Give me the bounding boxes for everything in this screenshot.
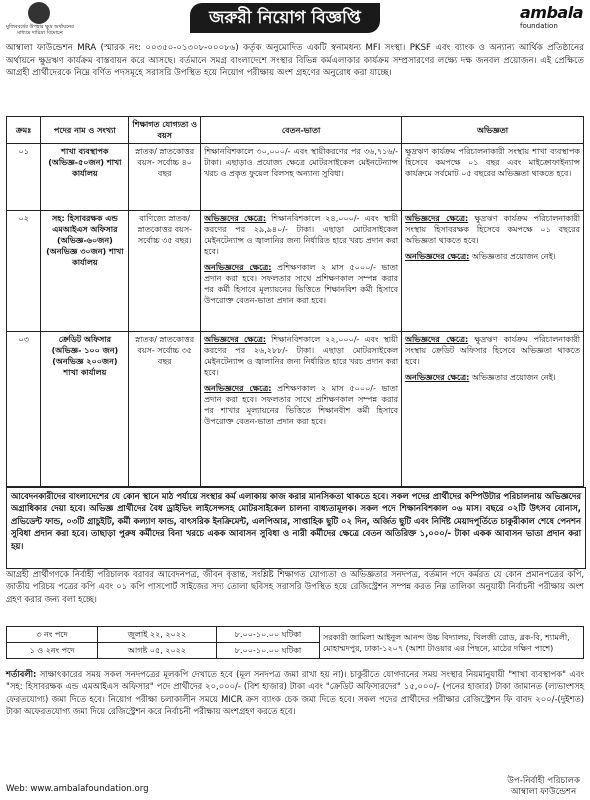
schedule-post: ১ ও ২নং পদে — [7, 643, 98, 659]
signatory-org: আম্বালা ফাউন্ডেশন — [511, 787, 577, 797]
row-qualification: স্নাতক/ স্নাতকোত্তর বয়স- সর্বোচ্চ ৪০ বছর — [129, 144, 201, 211]
experience-fresher-text: অভিজ্ঞতার প্রয়োজন নেই। — [471, 252, 556, 261]
salary-fresher-text: প্রশিক্ষণকাল ২ মাস ৫০০০/- ভাতা প্রদান করা হবে। সফলতার সাথে প্রশিক্ষণকাল সম্পন্ন করার পর শাখার মূল্যায়নের ভিত্তিতে শিক্ষানবীশ কর্মী হিসাবে উপরোক্ত বেতন-ভাতা প্রদান করা হবে। — [204, 384, 399, 426]
portrait-seal-icon — [28, 2, 50, 24]
row-post: ক্রেডিট অফিসার (অভিজ্ঞ- ১০০ জন) (অনভিজ্ঞ ২০০জন) শাখা কার্যালয় — [41, 332, 129, 487]
experience-experienced — [405, 213, 580, 246]
row-qualification: স্নাতক/ স্নাতকোত্তর বয়স- সর্বোচ্চ ৩৫ বছর — [129, 332, 201, 487]
salary-fresher-text: প্রশিক্ষণকাল ২ মাস ৫০০০/- ভাতা প্রদান করা হবে। সফলতার সাথে প্রশিক্ষণকাল সম্পন্ন করার পর কর্মী হিসাবে মূল্যায়নের ভিত্তিতে শিক্ষানবিশ কর্মী হিসাবে উপরোক্ত বেতন-ভাতা প্রদান করা হবে। — [204, 263, 399, 305]
schedule-date: জুলাই ২২, ২০২২ — [98, 627, 217, 643]
row-salary — [201, 332, 402, 487]
salary-fresher-heading: অনভিজ্ঞদের ক্ষেত্রে: — [204, 384, 272, 393]
header — [0, 0, 590, 40]
benefits-note: আবেদনকারীদের বাংলাদেশের যে কোন স্থানে মাঠ পর্যায়ে সংস্থার কর্ম এলাকায় কাজ করার মানসিকতা থাকতে হবে। সকল পদের প্রার্থীদের কম্পিউটার পরিচালনায় অভিজ্ঞদের অগ্রাধিকার দেয়া হবে। অভিজ্ঞ প্রার্থীদের বৈধ ড্রাইভিং লাইসেন্সসহ মোটরসাইকেল চালনা বাধ্যতামূলক। সকল পদে শিক্ষানবিশকাল ০৬ মাস। বছরে ০২টি উৎসব বোনাস, প্রভিডেন্ট ফান্ড, ০৩টি গ্রাচুইটি, কর্মী কল্যাণ ফান্ড, বাৎসরিক ইনক্রিমেন্ট, এলপিআর, সাপ্তাহিক ছুটি ০২ দিন, অর্জিত ছুটি এবং নির্দিষ্ট মেয়াদপূর্তিতে চাকুরীকাল শেষে পেনশন সুবিধা প্রদান করা হবে। তাছাড়া পুরুষ কর্মীদের বিনা খরচে একক আবাসন সুবিধা ও নারী কর্মীদের ক্ষেত্রে বেতন অতিরিক্ত ১,০০০/- টাকা একক আবাসন ভাতা প্রদান করা হয়। — [6, 487, 586, 569]
website-link[interactable]: Web: www.ambalafoundation.org — [6, 784, 149, 794]
table-row — [7, 332, 584, 487]
signature-block — [507, 776, 580, 798]
conditions-label: শর্তাবলী: — [6, 669, 37, 679]
conditions — [6, 668, 584, 718]
experience-text: ক্ষুদ্রঋণ কার্যক্রম পরিচালনাকারী সংস্থায় শাখা ব্যবস্থাপক হিসেবে কমপক্ষে ০১ বছর এবং মাইক্রোফাইন্যান্স কার্যক্রমে সর্বমোট ০৫ বছরের অভিজ্ঞতা থাকতে হবে। — [405, 147, 580, 178]
ambala-foundation-logo — [520, 4, 586, 36]
schedule-date: আগষ্ট ০৫, ২০২২ — [98, 643, 217, 659]
row-salary — [201, 144, 402, 211]
experience-fresher-heading: অনভিজ্ঞদের ক্ষেত্রে: — [405, 252, 470, 261]
salary-experienced-heading: অভিজ্ঞদের ক্ষেত্রে: — [204, 335, 267, 344]
schedule-time: ৮.০০-১০.০০ ঘটিকা — [217, 627, 320, 643]
salary-fresher — [204, 262, 398, 306]
salary-experienced — [204, 213, 398, 257]
header-qualification: শিক্ষাগত যোগ্যতা ও বয়স — [129, 117, 201, 144]
experience-experienced — [405, 334, 580, 367]
salary-text: শিক্ষানবিশকালে ৩০,০০০/- এবং স্থায়ীকরণের পর ৩৬,৭১৬/- টাকা। এছাড়াও প্রযোজ্য ক্ষেত্রে মোটরসাইকেল মেইনটেন্যান্স খরচ ও প্রকৃত ফুয়েল বিলসহ অন্যান্য সুবিধা। — [204, 147, 399, 178]
experience-experienced-text: ক্ষুদ্রঋণ কার্যক্রম পরিচালনাকারী সংস্থায় ক্রেডিট অফিসার হিসেবে অভিজ্ঞতা থাকতে হবে। — [405, 335, 580, 366]
header-serial: ক্রমঃ — [7, 117, 41, 144]
exam-venue: সরকারী জামিলা আইনুল আনন্দ উচ্চ বিদ্যালয়, খিলজী রোড, ব্লক-বি, শ্যামলী, মোহাম্মদপুর, ঢাকা-১২০৭ (আশা টাওয়ার এর পিছনে, মাঠের দক্ষিণ পাশে) — [320, 627, 584, 659]
row-salary — [201, 211, 402, 332]
schedule-row — [7, 627, 584, 643]
intro-paragraph: আম্বালা ফাউন্ডেশন MRA (স্মারক নং: ০০৩৫০-০১৩০৮-০০০৮৬) কর্তৃক অনুমোদিত একটি স্বনামধন্য MFI সংস্থা। PKSF এবং ব্যাংক ও অন্যান্য আর্থিক প্রতিষ্ঠানের অর্থায়নে ক্ষুদ্রঋণ কার্যক্রম বাস্তবায়ন করে আসছে। বর্তমানে সমগ্র বাংলাদেশে সংস্থার বিভিন্ন কর্মএলাকার কার্যক্রম সম্প্রসারণের লক্ষ্যে দক্ষ জনবল প্রয়োজন। এই প্রেক্ষিতে আগ্রহী প্রার্থীদেরকে নিম্নে বর্ণিত পদসমূহে সরাসরি উপস্থিত হয়ে নিয়োগ পরীক্ষায় অংশ গ্রহণের অনুরোধ করা যাচ্ছে। — [6, 43, 584, 79]
schedule-time: ৮.০০-১০.০০ ঘটিকা — [217, 643, 320, 659]
schedule-post: ৩ নং পদে — [7, 627, 98, 643]
header-salary: বেতন-ভাতা — [201, 117, 402, 144]
experience-experienced-heading: অভিজ্ঞদের ক্ষেত্রে: — [405, 214, 469, 223]
salary-experienced-text: শিক্ষানবিশকালে ২২,০০০/- এবং স্থায়ী করণের পর ২৬,২৮৮/- টাকা। এছাড়া মোটরসাইকেল মেইনটেন্যান্স ও জ্বালানির জন্য নির্ধারিত হারে খরচ প্রদান করা হবে। — [204, 335, 399, 377]
salary-experienced-heading: অভিজ্ঞদের ক্ষেত্রে: — [204, 214, 267, 223]
experience-fresher — [405, 372, 580, 383]
mujib-borsho-logo — [6, 2, 74, 38]
experience-fresher-heading: অনভিজ্ঞদের ক্ষেত্রে: — [405, 373, 470, 382]
vacancy-table — [6, 116, 584, 487]
application-instructions: আগ্রহী প্রার্থীগণকে নির্বাহী পরিচালক বরাবর আবেদনপত্র, জীবন বৃত্তান্ত, সংশ্লিষ্ট শিক্ষাগত যোগ্যতা ও অভিজ্ঞতার সনদপত্র, বর্তমান পদে কর্মরত যে কোন প্রমানপত্রের কপি, জাতীয় পরিচয় পত্রের কপি এবং ০১ কপি পাসপোর্ট সাইজের সদ্য তোলা ছবিসহ সরাসরি উপস্থিত হয়ে রেজিস্ট্রেশন সম্পন্ন করত নিম্ন তালিকা অনুযায়ী নির্বাচনী পরীক্ষায় অংশ গ্রহণ করার জন্য বলা হচ্ছে। — [6, 569, 584, 604]
salary-fresher-heading: অনভিজ্ঞদের ক্ষেত্রে: — [204, 263, 272, 272]
row-post: সহ: হিসাবরক্ষক এন্ড এমআইএস অফিসার (অভিজ্ঞ-৬০জন) (অনভিজ্ঞ ৩০জন) শাখা কার্যালয় — [41, 211, 129, 332]
left-logo-caption: মুজিববর্ষের উপহার ক্ষুদ্র অর্থায়নের মাধ্যমে দারিদ্র্য বিমোচন — [6, 24, 74, 36]
experience-fresher-text: অভিজ্ঞতার প্রয়োজন নেই। — [471, 373, 556, 382]
row-experience — [402, 211, 584, 332]
header-post: পদের নাম ও সংখ্যা — [41, 117, 129, 144]
logo-sub: foundation — [520, 22, 558, 30]
conditions-text: সাক্ষাৎকারের সময় সকল সনদপত্রের মূলকপি দেখাতে হবে (মূল সনদপত্র জমা রাখা হয় না)। চাকুরীতে যোগদানের সময় সংস্থার নিয়মানুযায়ী "শাখা ব্যবস্থাপক" এবং "সহ: হিসাবরক্ষক এন্ড এমআইএস অফিসার" পদে প্রার্থীদের ২০,০০০/- (বিশ হাজার) টাকা এবং "ক্রেডিট অফিসারদের" ১৫,০০০/- (পনের হাজার) টাকা জামানত (ল্যভাংশসহ ফেরতযোগ্য) জমা দিতে হবে। নিয়োগ পরীক্ষা চলাকালীন সময়ে MICR ক্রস ব্যাংক চেক জমা দিতে হবে। সকল পদের প্রার্থীদের পরীক্ষার রেজিস্ট্রেশন ফি বাবদ ২০০/-(দুইশত) টাকা অফেরতযোগ্য জমা দিয়ে রেজিস্ট্রেশন করে নির্বাচনী পরীক্ষায় অংশগ্রহণ করতে হবে। — [6, 669, 584, 717]
row-qualification: বাণিজ্যে স্নাতক/ স্নাতকোত্তর বয়স- সর্বোচ্চ ৩৫ বছর। — [129, 211, 201, 332]
table-row — [7, 211, 584, 332]
salary-experienced-text: শিক্ষানবিশকালে ২৪,০০০/- এবং স্থায়ী করণের পর ২৯,৯৪০/- টাকা। এছাড়া মোটরসাইকেল মেইনটেন্যান্স ও জ্বালানির জন্য নির্ধারিত হারে খরচ প্রদান করা হবে। — [204, 214, 399, 256]
header-experience: অভিজ্ঞতা — [402, 117, 584, 144]
row-serial: ০১ — [7, 144, 41, 211]
row-serial: ০৩ — [7, 332, 41, 487]
salary-fresher — [204, 383, 398, 427]
page-title: জরুরী নিয়োগ বিজ্ঞপ্তি — [190, 3, 380, 33]
logo-mark: ambala — [520, 3, 583, 22]
table-header-row — [7, 117, 584, 144]
experience-experienced-heading: অভিজ্ঞদের ক্ষেত্রে: — [405, 335, 469, 344]
footer — [6, 778, 584, 798]
row-post: শাখা ব্যবস্থাপক (অভিজ্ঞ-৫০জন) শাখা কার্যালয় — [41, 144, 129, 211]
signatory-title: উপ-নির্বাহী পরিচালক — [507, 776, 580, 786]
exam-schedule-table — [6, 626, 584, 659]
row-experience — [402, 332, 584, 487]
row-experience — [402, 144, 584, 211]
row-serial: ০২ — [7, 211, 41, 332]
table-row — [7, 144, 584, 211]
salary-experienced — [204, 334, 398, 378]
experience-experienced-text: ক্ষুদ্রঋণ কার্যক্রম পরিচালনাকারী সংস্থায় হিসাবরক্ষক হিসেবে কমপক্ষে ০১ বছরের অভিজ্ঞতা থাকতে হবে। — [405, 214, 580, 245]
experience-fresher — [405, 251, 580, 262]
